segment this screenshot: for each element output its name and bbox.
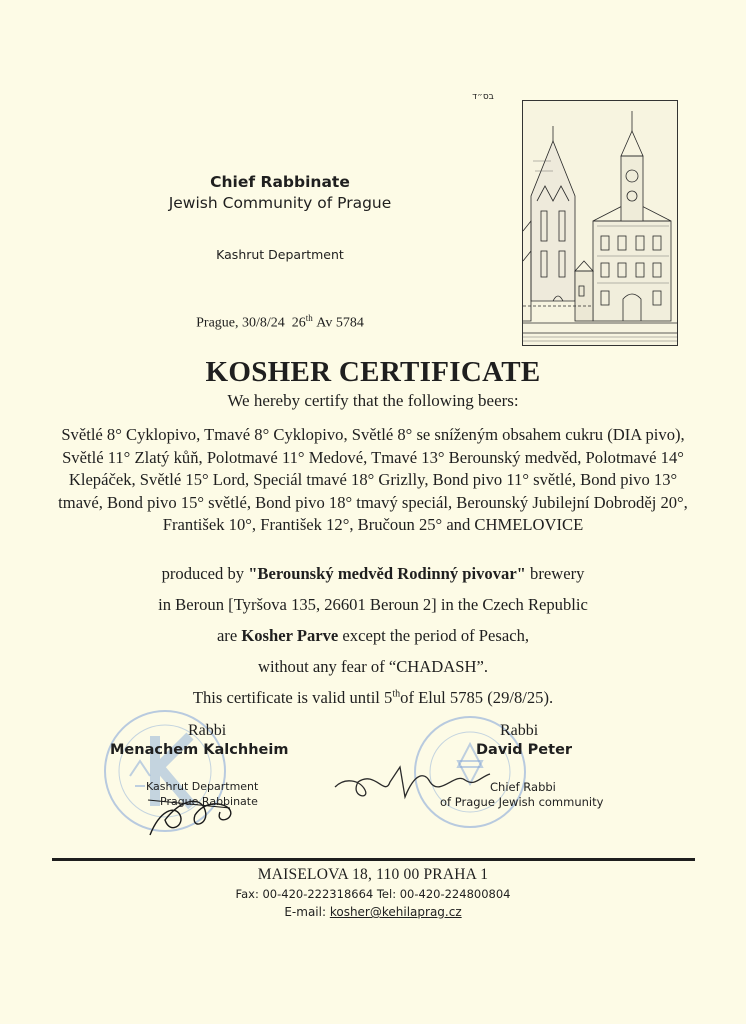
right-rabbi-name: David Peter xyxy=(476,742,573,758)
bsd-mark: בס״ד xyxy=(472,92,494,102)
left-stamp-department: Kashrut Department xyxy=(146,780,259,793)
footer-divider xyxy=(52,858,695,861)
footer-email-line xyxy=(100,905,646,919)
beer-list: Světlé 8° Cyklopivo, Tmavé 8° Cyklopivo, Světlé 8° se sníženým obsahem cukru (DIA pivo), Světlé 11° Zlatý kůň, Polotmavé 11° Medové, Tmavé 13° Berounský medvěd, Polotmavé 14° Klepáček, Světlé 15° Lord, Speciál tmavé 18° Grizlly, Bond pivo 11° světlé, Bond pivo 13° tmavé, Bond pivo 15° světlé, Bond pivo 18° tmavý speciál, Berounský Jubilejní Dobroděj 20°, František 10°, František 12°, Bručoun 25° and CHMELOVICE xyxy=(58,425,688,534)
issue-date xyxy=(150,313,410,332)
certificate-title: KOSHER CERTIFICATE xyxy=(205,356,541,388)
left-stamp-rabbinate: Prague Rabbinate xyxy=(160,795,258,808)
department-label: Kashrut Department xyxy=(216,247,344,262)
issue-date-city: Prague, 30/8/24 xyxy=(196,315,285,331)
hebrew-month-year: Av 5784 xyxy=(316,315,364,331)
synagogue-engraving-icon xyxy=(522,100,678,346)
right-rabbi-label: Rabbi xyxy=(500,722,539,739)
right-rabbi-community: of Prague Jewish community xyxy=(440,795,604,809)
status-suffix: except the period of Pesach, xyxy=(338,626,530,645)
left-rabbi-name: Menachem Kalchheim xyxy=(110,742,289,758)
valid-day-suffix: th xyxy=(392,688,401,700)
valid-prefix: This certificate is valid until 5 xyxy=(192,688,393,707)
org-title: Chief Rabbinate xyxy=(210,173,350,191)
valid-suffix: of Elul 5785 (29/8/25). xyxy=(400,688,554,707)
produced-by-line xyxy=(40,564,706,584)
footer-address: MAISELOVA 18, 110 00 PRAHA 1 xyxy=(257,866,489,883)
kosher-status-line xyxy=(40,626,706,646)
brewery-name: "Berounský medvěd Rodinný pivovar" xyxy=(248,564,526,583)
validity-line xyxy=(40,688,706,708)
produced-prefix: produced by xyxy=(161,564,249,583)
brewery-location: in Beroun [Tyršova 135, 26601 Beroun 2] in the Czech Republic xyxy=(158,595,588,614)
status-prefix: are xyxy=(216,626,242,645)
hebrew-day: 26 xyxy=(291,315,306,331)
produced-suffix: brewery xyxy=(525,564,585,583)
chadash-line: without any fear of “CHADASH”. xyxy=(258,657,488,676)
right-rabbi-role: Chief Rabbi xyxy=(490,780,556,794)
footer-contact: Fax: 00-420-222318664 Tel: 00-420-224800804 xyxy=(235,887,511,901)
email-link[interactable]: kosher@kehilaprag.cz xyxy=(329,905,462,919)
certificate-intro: We hereby certify that the following beers: xyxy=(227,391,519,410)
email-label: E-mail: xyxy=(284,905,330,919)
kosher-status: Kosher Parve xyxy=(241,626,339,645)
left-rabbi-label: Rabbi xyxy=(188,722,227,739)
org-subtitle: Jewish Community of Prague xyxy=(168,194,392,212)
hebrew-day-suffix: th xyxy=(305,313,313,323)
